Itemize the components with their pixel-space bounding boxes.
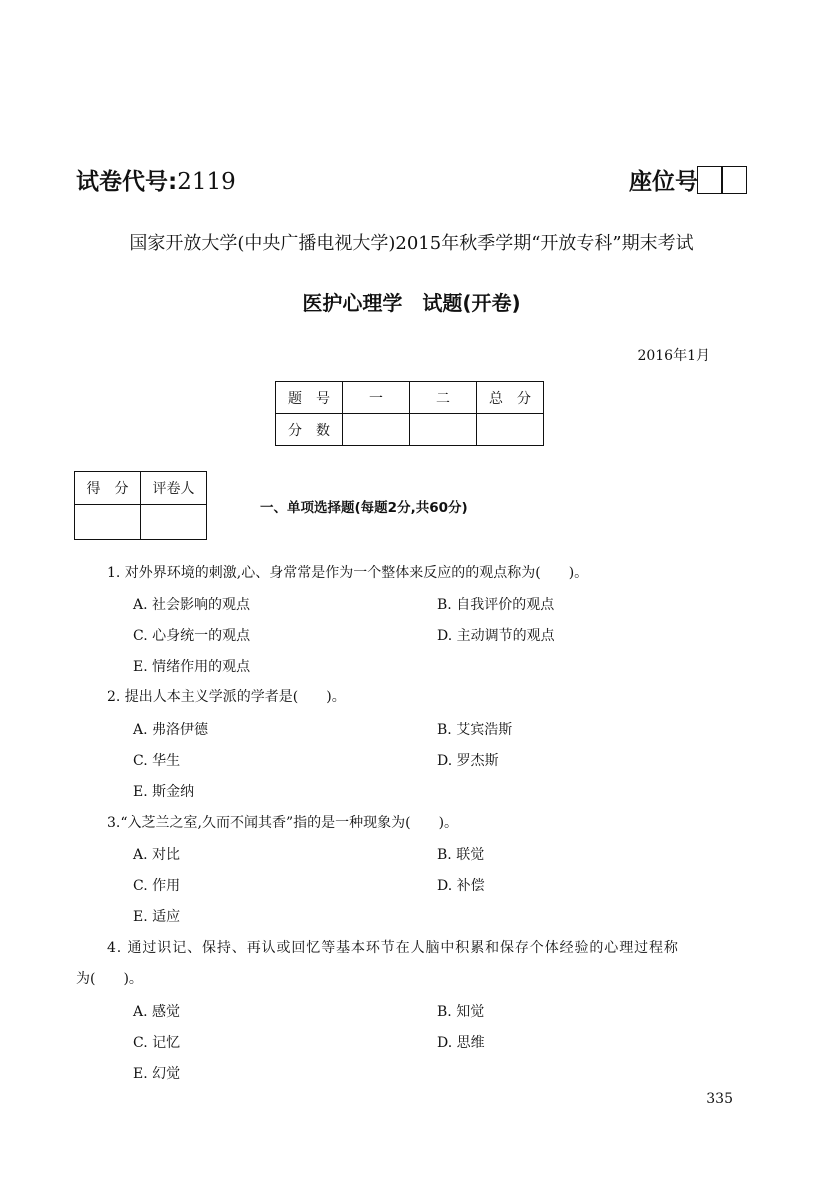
- question-1-stem: 1. 对外界环境的刺激,心、身常常是作为一个整体来反应的的观点称为( )。: [107, 565, 589, 581]
- question-1-option-c[interactable]: C. 心身统一的观点: [133, 628, 251, 644]
- score-field-total[interactable]: [477, 414, 544, 446]
- exam-code-value: 2119: [177, 169, 236, 195]
- score-cell-section-1: 一: [343, 382, 410, 414]
- subject-title: 医护心理学 试题(开卷): [302, 291, 521, 315]
- question-4-option-b[interactable]: B. 知觉: [437, 1004, 485, 1020]
- question-3-option-c[interactable]: C. 作用: [133, 878, 181, 894]
- question-3-option-b[interactable]: B. 联觉: [437, 847, 485, 863]
- exam-code: [76, 163, 236, 196]
- question-1-option-b[interactable]: B. 自我评价的观点: [437, 597, 555, 613]
- question-2-option-e[interactable]: E. 斯金纳: [133, 784, 195, 800]
- grader-name-field[interactable]: [141, 505, 207, 540]
- question-4-option-e[interactable]: E. 幻觉: [133, 1066, 181, 1082]
- exam-date: 2016年1月: [637, 348, 710, 364]
- question-2-stem: 2. 提出人本主义学派的学者是( )。: [107, 689, 346, 705]
- question-2-option-b[interactable]: B. 艾宾浩斯: [437, 722, 513, 738]
- score-table: [275, 381, 544, 446]
- exam-code-label: 试卷代号:: [76, 169, 178, 195]
- score-cell-label: 题 号: [276, 382, 343, 414]
- grader-table-header-row: [75, 472, 207, 505]
- question-1-option-d[interactable]: D. 主动调节的观点: [437, 628, 555, 644]
- seat-box-1: [697, 166, 723, 194]
- score-cell-section-2: 二: [410, 382, 477, 414]
- grader-score-header: 得 分: [75, 472, 141, 505]
- grader-table-value-row: [75, 505, 207, 540]
- question-3-option-d[interactable]: D. 补偿: [437, 878, 485, 894]
- question-2-option-a[interactable]: A. 弗洛伊德: [133, 722, 209, 738]
- score-table-header-row: [276, 382, 544, 414]
- page-number: 335: [706, 1091, 733, 1107]
- question-2-option-c[interactable]: C. 华生: [133, 753, 181, 769]
- question-4-option-d[interactable]: D. 思维: [437, 1035, 485, 1051]
- seat-number-label: 座位号: [629, 169, 698, 195]
- question-3-option-a[interactable]: A. 对比: [133, 847, 181, 863]
- grader-name-header: 评卷人: [141, 472, 207, 505]
- section-title: 一、单项选择题(每题2分,共60分): [260, 500, 468, 516]
- score-cell-total: 总 分: [477, 382, 544, 414]
- question-4-option-c[interactable]: C. 记忆: [133, 1035, 181, 1051]
- question-3-option-e[interactable]: E. 适应: [133, 909, 181, 925]
- question-1-option-a[interactable]: A. 社会影响的观点: [133, 597, 251, 613]
- question-4-stem: 4. 通过识记、保持、再认或回忆等基本环节在人脑中积累和保存个体经验的心理过程称: [107, 940, 679, 956]
- exam-title: 国家开放大学(中央广播电视大学)2015年秋季学期“开放专科”期末考试: [129, 233, 694, 254]
- grader-score-field[interactable]: [75, 505, 141, 540]
- score-table-value-row: [276, 414, 544, 446]
- score-row-label: 分 数: [276, 414, 343, 446]
- question-4-option-a[interactable]: A. 感觉: [133, 1004, 181, 1020]
- score-field-section-1[interactable]: [343, 414, 410, 446]
- question-4-stem-continued: 为( )。: [76, 971, 143, 987]
- question-2-option-d[interactable]: D. 罗杰斯: [437, 753, 499, 769]
- grader-table: [74, 471, 207, 540]
- seat-number: [629, 163, 747, 196]
- seat-box-2: [721, 166, 747, 194]
- score-field-section-2[interactable]: [410, 414, 477, 446]
- question-1-option-e[interactable]: E. 情绪作用的观点: [133, 659, 251, 675]
- question-3-stem: 3.“入芝兰之室,久而不闻其香”指的是一种现象为( )。: [107, 815, 459, 831]
